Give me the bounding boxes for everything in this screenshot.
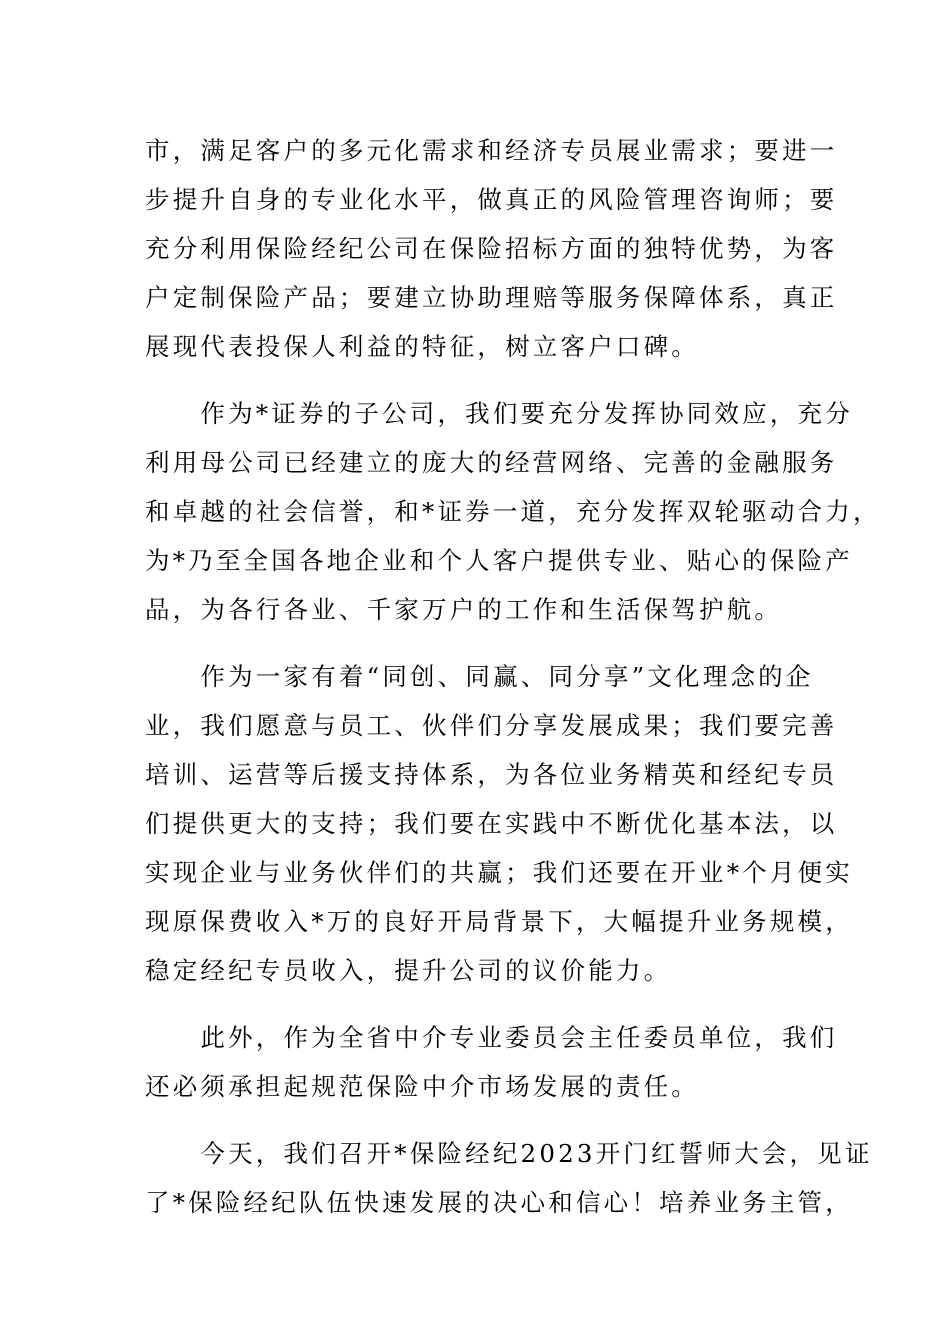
text-line: 户定制保险产品；要建立协助理赔等服务保障体系，真正 [145, 283, 838, 312]
text-line: 稳定经纪专员收入，提升公司的议价能力。 [145, 956, 672, 985]
text-line: 步提升自身的专业化水平，做真正的风险管理咨询师；要 [145, 185, 838, 214]
text-line: 业，我们愿意与员工、伙伴们分享发展成果；我们要完善 [145, 711, 838, 740]
paragraph-spacing [145, 371, 825, 389]
paragraph [145, 652, 853, 995]
document-body [145, 126, 881, 1227]
paragraph [145, 1129, 873, 1227]
text-line: 和卓越的社会信誉，和*证券一道，充分发挥双轮驱动合力， [145, 497, 881, 526]
text-line: 今天，我们召开*保险经纪2023开门红誓师大会，见证 [145, 1139, 873, 1168]
paragraph [145, 1013, 838, 1111]
paragraph-spacing [145, 634, 825, 652]
text-line: 现原保费收入*万的良好开局背景下，大幅提升业务规模， [145, 907, 853, 936]
paragraph [145, 126, 838, 371]
text-line: 展现代表投保人利益的特征，树立客户口碑。 [145, 332, 699, 361]
text-line: 了*保险经纪队伍快速发展的决心和信心！培养业务主管， [145, 1188, 853, 1217]
text-line: 还必须承担起规范保险中介市场发展的责任。 [145, 1072, 699, 1101]
text-line: 此外，作为全省中介专业委员会主任委员单位，我们 [145, 1023, 838, 1052]
text-line: 为*乃至全国各地企业和个人客户提供专业、贴心的保险产 [145, 546, 853, 575]
text-line: 作为*证券的子公司，我们要充分发挥协同效应，充分 [145, 399, 853, 428]
paragraph-spacing [145, 995, 825, 1013]
text-line: 实现企业与业务伙伴们的共赢；我们还要在开业*个月便实 [145, 858, 853, 887]
text-line: 品，为各行各业、千家万户的工作和生活保驾护航。 [145, 595, 783, 624]
text-line: 作为一家有着“同创、同赢、同分享”文化理念的企 [145, 662, 814, 691]
text-line: 培训、运营等后援支持体系，为各位业务精英和经纪专员 [145, 760, 838, 789]
text-line: 市，满足客户的多元化需求和经济专员展业需求；要进一 [145, 136, 838, 165]
text-line: 充分利用保险经纪公司在保险招标方面的独特优势，为客 [145, 234, 838, 263]
text-line: 们提供更大的支持；我们要在实践中不断优化基本法，以 [145, 809, 838, 838]
paragraph [145, 389, 881, 634]
paragraph-spacing [145, 1111, 825, 1129]
text-line: 利用母公司已经建立的庞大的经营网络、完善的金融服务 [145, 448, 838, 477]
